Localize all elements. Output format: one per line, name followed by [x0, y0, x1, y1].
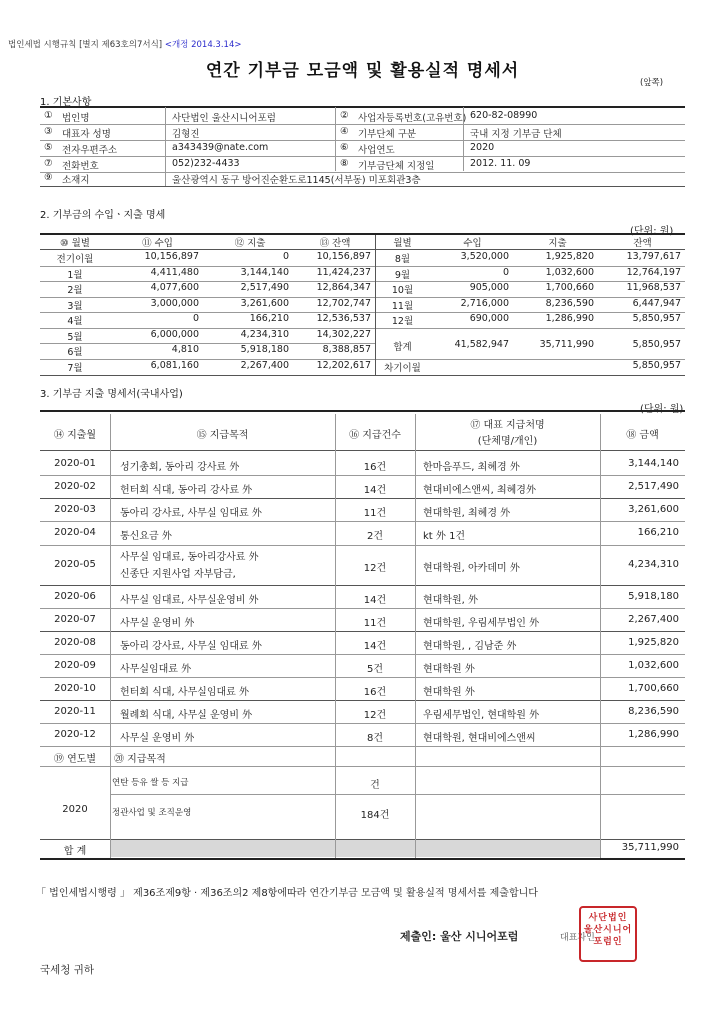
section-income-heading: 2. 기부금의 수입ㆍ지출 명세	[40, 210, 166, 221]
income-out: 3,144,140	[240, 266, 289, 278]
spend-month: 2020-04	[54, 527, 96, 538]
income-balance: 5,850,957	[632, 313, 681, 324]
income-out: 2,517,490	[240, 282, 289, 293]
spend-count: 16건	[363, 686, 387, 698]
form-reference	[8, 38, 241, 50]
row-rule	[40, 297, 375, 298]
spend-month: 2020-08	[54, 636, 96, 648]
row-rule	[40, 281, 375, 282]
income-in: 4,077,600	[150, 282, 199, 293]
spend-col-date: ⑭ 지출월	[53, 430, 97, 441]
income-out: 166,210	[249, 313, 289, 324]
income-out: 1,286,990	[545, 313, 594, 324]
income-total-out: 35,711,990	[539, 338, 594, 350]
row-rule	[40, 608, 685, 609]
row-rule	[40, 475, 685, 476]
spend-count: 2건	[366, 531, 384, 542]
income-out: 1,700,660	[545, 282, 594, 293]
income-balance: 12,536,537	[316, 313, 371, 324]
address-label: 소재지	[62, 175, 90, 186]
income-month: 4월	[67, 316, 83, 327]
field-number: ②	[340, 110, 349, 121]
row-rule	[40, 700, 685, 701]
sub-count: 건	[370, 780, 380, 791]
income-balance: 8,388,857	[322, 344, 371, 355]
income-balance: 14,302,227	[316, 328, 371, 340]
table-end-rule	[40, 375, 685, 376]
document-title: 연간 기부금 모금액 및 활용실적 명세서	[205, 61, 520, 81]
field-number: ①	[44, 110, 53, 121]
field-label: 사업자등록번호(고유번호)	[358, 113, 467, 124]
row-rule	[40, 545, 685, 546]
carry-forward-label: 차기이월	[384, 362, 421, 374]
row-rule	[40, 140, 685, 141]
income-column-header: ⑬ 잔액	[319, 238, 351, 249]
spend-month: 2020-07	[54, 613, 96, 625]
purpose-label: ⑳ 지급목적	[114, 754, 166, 765]
income-in: 2,716,000	[460, 297, 509, 309]
col-rule	[375, 235, 376, 375]
stamp-line: 포럼인	[593, 937, 623, 947]
field-label: 사업연도	[358, 145, 395, 156]
row-rule	[110, 794, 685, 795]
row-rule	[40, 521, 685, 522]
income-month: 1월	[67, 269, 83, 281]
sub-year: 2020	[62, 804, 88, 815]
income-balance: 12,702,747	[316, 297, 371, 309]
col-rule	[335, 414, 336, 858]
income-out: 1,925,820	[545, 251, 594, 262]
income-out: 8,236,590	[545, 297, 594, 309]
income-in: 6,000,000	[150, 328, 199, 340]
spend-amount: 2,267,400	[628, 613, 679, 625]
section-basic-heading: 1. 기본사항	[40, 97, 92, 108]
spend-payee: 현대학원, 우림세무법인 外	[423, 617, 540, 629]
spend-amount: 4,234,310	[628, 559, 679, 570]
field-label: 대표자 성명	[62, 129, 111, 140]
spend-month: 2020-03	[54, 503, 96, 515]
spend-purpose: 동아리 강사료, 사무실 임대료 外	[120, 507, 262, 519]
income-in: 10,156,897	[144, 251, 199, 262]
spend-amount: 3,261,600	[628, 503, 679, 515]
row-rule	[40, 677, 685, 678]
row-rule	[375, 328, 685, 329]
row-rule	[40, 723, 685, 724]
row-rule	[375, 281, 685, 282]
income-month: 11월	[391, 300, 414, 312]
income-month: 5월	[67, 331, 83, 343]
field-label: 기부금단체 지정일	[358, 161, 435, 172]
income-in: 0	[192, 313, 199, 324]
col-rule	[110, 414, 111, 858]
organization-seal-stamp	[579, 906, 637, 962]
income-balance: 10,156,897	[316, 251, 371, 262]
income-in: 4,411,480	[150, 266, 199, 278]
spend-month: 2020-12	[54, 728, 96, 740]
row-rule	[40, 654, 685, 655]
row-rule	[40, 343, 375, 344]
stamp-line: 울산시니어	[583, 925, 633, 935]
spend-payee: 현대학원 外	[423, 686, 475, 698]
field-value: 국내 지정 기부금 단체	[470, 129, 562, 140]
row-rule	[375, 297, 685, 298]
spend-count: 12건	[363, 563, 387, 574]
table-end-rule	[40, 858, 685, 860]
spend-purpose: 성기총회, 동아리 강사료 外	[120, 461, 240, 473]
field-label: 기부단체 구분	[358, 129, 417, 140]
spend-month: 2020-09	[54, 659, 96, 671]
carry-forward-balance: 5,850,957	[632, 359, 681, 371]
spend-payee: 현대학원, , 김남준 外	[423, 640, 517, 652]
spend-count: 14건	[363, 484, 387, 496]
row-rule	[40, 766, 685, 767]
income-total-balance: 5,850,957	[632, 338, 681, 350]
spend-purpose: 사무실 임대료, 사무실운영비 外	[120, 594, 259, 606]
income-balance: 13,797,617	[626, 251, 681, 262]
income-month: 10월	[391, 285, 414, 296]
spend-payee: 현대학원, 아카데미 外	[423, 563, 520, 574]
spend-purpose: 헌터회 식대, 동아리 강사료 外	[120, 484, 253, 496]
income-month: 전기이월	[56, 254, 94, 265]
spend-unit: (단위: 원)	[640, 404, 684, 415]
field-number: ⑥	[340, 142, 349, 153]
row-rule	[40, 359, 375, 360]
income-column-header: 잔액	[633, 238, 652, 249]
spend-col-amount: ⑱ 금액	[626, 430, 659, 441]
income-month: 6월	[67, 347, 83, 358]
spend-amount: 1,032,600	[628, 659, 679, 671]
income-month: 2월	[67, 285, 83, 296]
spend-amount: 8,236,590	[628, 705, 679, 717]
col-rule	[463, 107, 464, 171]
spend-purpose: 사무실 임대료, 동아리강사료 外	[120, 552, 259, 563]
row-rule	[40, 124, 685, 125]
spend-col-payee: ⑰ 대표 지급처명	[470, 420, 545, 431]
field-value: 620-82-08990	[470, 110, 538, 121]
income-balance: 12,864,347	[316, 282, 371, 293]
header-rule	[40, 249, 685, 250]
field-value: 김형진	[172, 129, 200, 140]
income-month: 9월	[394, 269, 411, 281]
spend-payee: 한마음푸드, 최혜경 外	[423, 461, 520, 473]
field-value: a343439@nate.com	[172, 142, 269, 153]
recipient: 국세청 귀하	[40, 964, 95, 976]
spend-count: 14건	[363, 594, 387, 606]
representative-seal-label: 대표자인	[560, 933, 595, 943]
spend-total-label: 합 계	[63, 846, 87, 857]
spend-purpose: 동아리 강사료, 사무실 임대료 外	[120, 640, 262, 652]
row-rule	[40, 156, 685, 157]
spend-col-count: ⑯ 지급건수	[349, 430, 401, 441]
row-rule	[375, 266, 685, 267]
row-rule	[40, 266, 375, 267]
spend-amount: 1,286,990	[628, 728, 679, 740]
spend-count: 8건	[366, 732, 384, 744]
spend-payee: 현대학원, 현대비에스앤씨	[423, 732, 536, 744]
col-rule	[335, 107, 336, 171]
income-in: 3,000,000	[150, 297, 199, 309]
income-column-header: ⑫ 지출	[234, 238, 266, 249]
income-in: 3,520,000	[460, 251, 509, 262]
row-rule	[40, 498, 685, 499]
spend-count: 14건	[363, 640, 387, 652]
total-gray-cell	[110, 840, 415, 857]
rule	[40, 186, 685, 187]
field-label: 전자우편주소	[62, 145, 118, 156]
col-rule	[165, 107, 166, 186]
income-out: 2,267,400	[240, 359, 289, 371]
spend-amount: 3,144,140	[628, 457, 679, 469]
page-side-note: (앞쪽)	[640, 78, 664, 88]
income-in: 690,000	[469, 313, 509, 324]
income-in: 6,081,160	[150, 359, 199, 371]
header-rule	[40, 450, 685, 451]
spend-purpose: 사무실임대료 外	[120, 663, 192, 675]
income-out: 3,261,600	[240, 297, 289, 309]
row-rule	[40, 585, 685, 586]
income-balance: 11,968,537	[626, 282, 681, 293]
spend-purpose: 헌터회 식대, 사무실임대료 外	[120, 686, 249, 698]
spend-purpose: 통신요금 外	[120, 531, 172, 542]
spend-amount: 1,700,660	[628, 682, 679, 694]
spend-payee: kt 外 1건	[423, 531, 466, 542]
field-number: ④	[340, 126, 349, 137]
field-value: 2020	[470, 142, 495, 153]
row-rule	[40, 631, 685, 632]
income-total-label: 합계	[393, 341, 412, 353]
field-number: ③	[44, 126, 53, 137]
spend-count: 11건	[363, 507, 387, 519]
spend-month: 2020-01	[54, 457, 96, 469]
spend-amount: 1,925,820	[628, 636, 679, 648]
spend-payee: 현대학원, 外	[423, 594, 478, 606]
income-out: 0	[282, 251, 289, 262]
submission-statement: 「 법인세법시행령 」 제36조제9항 · 제36조의2 제8항에따라 연간기부금 모금액 및 활용실적 명세서를 제출합니다	[36, 888, 538, 899]
income-in: 0	[502, 266, 509, 278]
spend-count: 5건	[366, 663, 384, 675]
spend-payee: 우림세무법인, 현대학원 外	[423, 709, 540, 721]
row-rule	[375, 312, 685, 313]
spend-payee: 현대학원 外	[423, 663, 475, 675]
field-value: 사단법인 울산시니어포럼	[172, 113, 276, 124]
spend-month: 2020-05	[54, 559, 96, 570]
income-unit: (단위: 원)	[630, 226, 674, 237]
submitter: 제출인: 울산 시니어포럼	[400, 930, 519, 943]
rule	[40, 106, 685, 108]
spend-col-purpose: ⑮ 지급목적	[196, 430, 249, 441]
income-month: 8월	[394, 254, 411, 265]
spend-month: 2020-06	[54, 590, 96, 602]
spend-purpose: 사무실 운영비 外	[120, 617, 195, 629]
income-column-header: ⑩ 월별	[60, 238, 90, 249]
income-balance: 11,424,237	[316, 266, 371, 278]
income-out: 1,032,600	[545, 266, 594, 278]
sub-purpose: 연탄 등유 쌀 등 지급	[112, 778, 189, 788]
spend-count: 12건	[363, 709, 387, 721]
col-rule	[600, 414, 601, 858]
spend-month: 2020-02	[54, 480, 96, 492]
address-value: 울산광역시 동구 방어진순환도로1145(서부동) 미포회관3층	[172, 175, 421, 186]
income-out: 5,918,180	[240, 344, 289, 355]
spend-purpose: 월례회 식대, 사무실 운영비 外	[120, 709, 253, 721]
spend-purpose: 사무실 운영비 外	[120, 732, 195, 744]
field-number: ⑤	[44, 142, 53, 153]
field-label: 법인명	[62, 113, 90, 124]
field-value: 052)232-4433	[172, 158, 240, 169]
income-month: 7월	[67, 362, 83, 374]
spend-count: 16건	[363, 461, 387, 473]
rule	[40, 410, 685, 412]
spend-purpose: 신종단 지원사업 자부담금,	[120, 569, 236, 580]
field-number: ⑧	[340, 158, 349, 169]
income-balance: 12,202,617	[316, 359, 371, 371]
income-month: 3월	[67, 300, 83, 312]
income-month: 12월	[391, 316, 414, 327]
spend-amount: 2,517,490	[628, 480, 679, 492]
stamp-line: 사단법인	[588, 913, 628, 923]
income-column-header: 수입	[463, 238, 482, 249]
spend-total-amount: 35,711,990	[621, 842, 679, 853]
revision-note: <개정 2014.3.14>	[164, 40, 242, 50]
spend-col-payee-sub: (단체명/개인)	[477, 436, 538, 447]
year-label: ⑲ 연도별	[53, 754, 97, 765]
sub-count: 184건	[360, 810, 390, 821]
income-total-in: 41,582,947	[454, 338, 509, 350]
spend-amount: 166,210	[637, 527, 679, 538]
spend-month: 2020-11	[54, 705, 96, 717]
income-out: 4,234,310	[240, 328, 289, 340]
row-rule	[40, 746, 685, 747]
income-in: 4,810	[171, 344, 199, 355]
address-number: ⑨	[44, 172, 53, 183]
spend-count: 11건	[363, 617, 387, 629]
field-label: 전화번호	[62, 161, 99, 172]
total-gray-cell	[415, 840, 600, 857]
row-rule	[40, 312, 375, 313]
section-spend-heading: 3. 기부금 지출 명세서(국내사업)	[40, 389, 183, 400]
spend-payee: 현대비에스앤씨, 최혜경外	[423, 484, 536, 496]
spend-payee: 현대학원, 최혜경 外	[423, 507, 511, 519]
income-balance: 6,447,947	[632, 297, 681, 309]
income-column-header: 지출	[548, 238, 567, 249]
income-balance: 12,764,197	[626, 266, 681, 278]
income-in: 905,000	[469, 282, 509, 293]
field-value: 2012. 11. 09	[470, 158, 531, 169]
spend-amount: 5,918,180	[628, 590, 679, 602]
income-column-header: ⑪ 수입	[142, 238, 173, 249]
law-reference: 법인세법 시행규칙 [별지 제63호의7서식]	[8, 40, 163, 50]
field-number: ⑦	[44, 158, 53, 169]
spend-month: 2020-10	[54, 682, 96, 694]
row-rule	[40, 328, 375, 329]
income-column-header: 월별	[393, 238, 412, 249]
col-rule	[415, 414, 416, 858]
sub-purpose: 정관사업 및 조직운영	[112, 808, 192, 818]
